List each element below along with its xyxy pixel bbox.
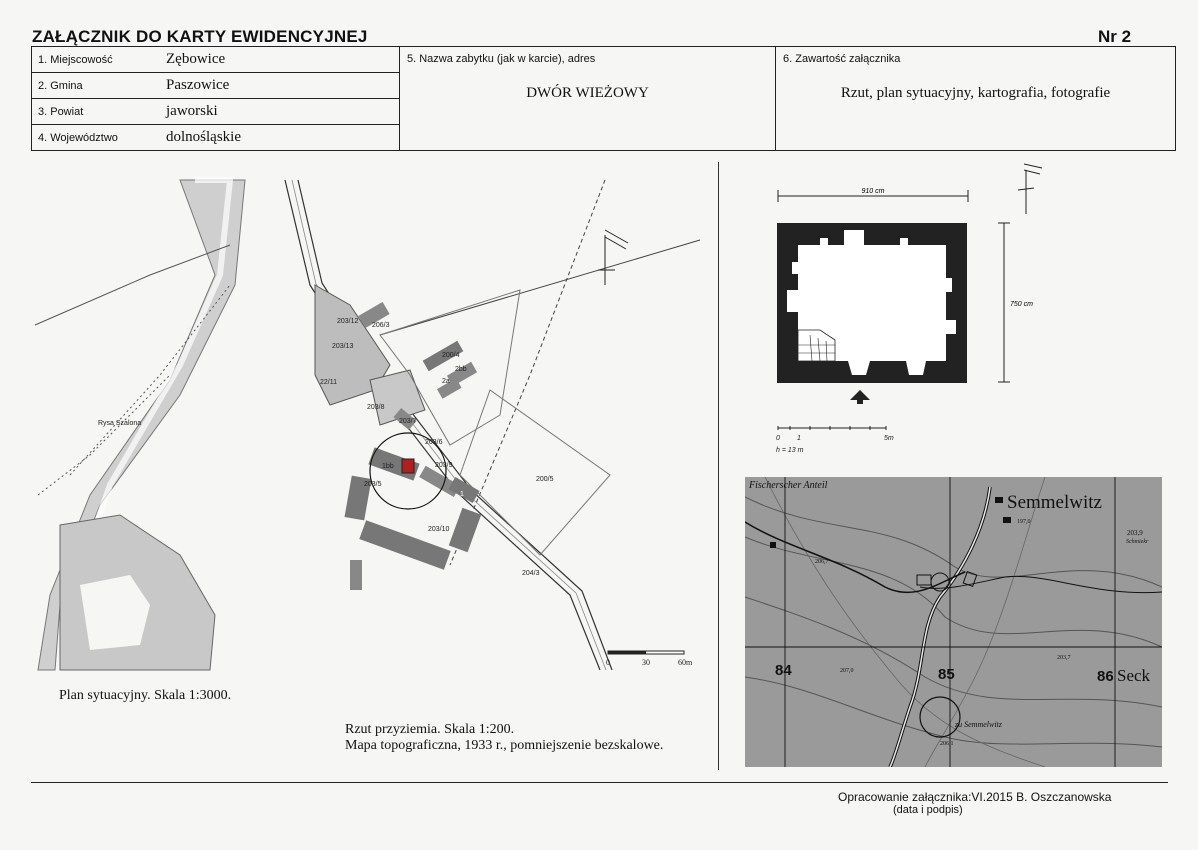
attachment-number: Nr 2 (1098, 27, 1132, 46)
attachment-content-label: 6. Zawartość załącznika (783, 53, 901, 65)
river-label: Rysa Szalona (98, 420, 142, 427)
parcel-label: 204/3 (522, 570, 540, 577)
field-label: 4. Województwo (38, 132, 118, 144)
footer-rule (31, 782, 1168, 783)
site-scale-bar (606, 651, 693, 667)
parcel-label: 203/8 (367, 404, 385, 411)
field-value: jaworski (166, 103, 218, 119)
field-commune (32, 73, 400, 99)
topographic-map (745, 477, 1162, 767)
map-label: Seck (1117, 666, 1151, 685)
parcel-label: 200/5 (536, 476, 554, 483)
map-label: Fischerscher Anteil (749, 480, 828, 491)
width-dimension: 910 cm (861, 188, 885, 195)
parcel-label: 22/11 (320, 379, 337, 386)
field-label: 1. Miejscowość (38, 54, 113, 66)
field-value: Paszowice (166, 77, 230, 93)
map-label: 207,0 (840, 668, 854, 674)
tower-height: h = 13 m (776, 447, 804, 454)
floor-scale-bar (776, 426, 894, 454)
document-title: ZAŁĄCZNIK DO KARTY EWIDENCYJNEJ (32, 27, 368, 46)
prepared-by: Opracowanie załącznika:VI.2015 B. Oszczanowska (838, 790, 1112, 804)
map-label: 206,1 (940, 741, 954, 747)
header-table (31, 46, 1176, 151)
monument-name: DWÓR WIEŻOWY (526, 85, 649, 101)
field-label: 3. Powiat (38, 106, 84, 118)
height-dimension: 750 cm (1010, 301, 1033, 308)
field-voivodeship (32, 125, 400, 151)
field-label: 2. Gmina (38, 80, 83, 92)
scale-label: 60m (678, 658, 693, 667)
map-label: 203,7 (1057, 655, 1071, 661)
scale-label: 0 (606, 658, 610, 667)
parcel-label: 203/12 (337, 318, 359, 325)
scale-label: 5m (884, 435, 894, 442)
site-plan-caption: Plan sytuacyjny. Skala 1:3000. (59, 688, 232, 703)
field-value: Zębowice (166, 51, 226, 67)
map-caption: Mapa topograficzna, 1933 r., pomniejszenie bezskalowe. (345, 738, 664, 753)
monument-name-cell (400, 47, 776, 151)
scale-label: 0 (776, 435, 780, 442)
parcel-label: 203/5 (364, 481, 382, 488)
parcel-label: 1 (460, 491, 464, 498)
field-county (32, 99, 400, 125)
parcel-label: 200/4 (442, 352, 460, 359)
divider (718, 162, 719, 770)
scale-label: 30 (642, 658, 650, 667)
map-grid-label: 85 (938, 666, 955, 683)
parcel-label: 203/7 (399, 418, 417, 425)
parcel-label: 203/10 (428, 526, 450, 533)
map-label: 203,9 (1127, 529, 1143, 537)
map-grid-label: 84 (775, 662, 792, 679)
map-label: 197,0 (1017, 519, 1031, 525)
parcel-label: 203/9 (435, 462, 453, 469)
parcel-label: 1bb (382, 463, 394, 470)
floor-plan (760, 160, 1060, 460)
date-signature-note: (data i podpis) (893, 804, 963, 816)
parcel-label: 206/3 (372, 322, 390, 329)
parcel-label: 203/13 (332, 343, 354, 350)
map-grid-label: 86 (1097, 668, 1114, 685)
monument-name-label: 5. Nazwa zabytku (jak w karcie), adres (407, 53, 596, 65)
floor-plan-caption: Rzut przyziemia. Skala 1:200. (345, 722, 515, 737)
attachment-content-cell (776, 47, 1176, 151)
scale-label: 1 (797, 435, 801, 442)
field-value: dolnośląskie (166, 129, 241, 145)
map-label: Schmiekr (1126, 539, 1149, 545)
site-plan (30, 165, 720, 685)
parcel-label: 2a (442, 378, 450, 385)
field-locality (32, 47, 400, 73)
map-label: Semmelwitz (1007, 492, 1102, 513)
parcel-label: 2bb (455, 366, 467, 373)
parcel-label: 203/6 (425, 439, 443, 446)
map-label: 206,7 (815, 559, 829, 565)
map-label: zu Semmelwitz (955, 720, 1002, 729)
attachment-content: Rzut, plan sytuacyjny, kartografia, fotografie (840, 85, 1111, 101)
